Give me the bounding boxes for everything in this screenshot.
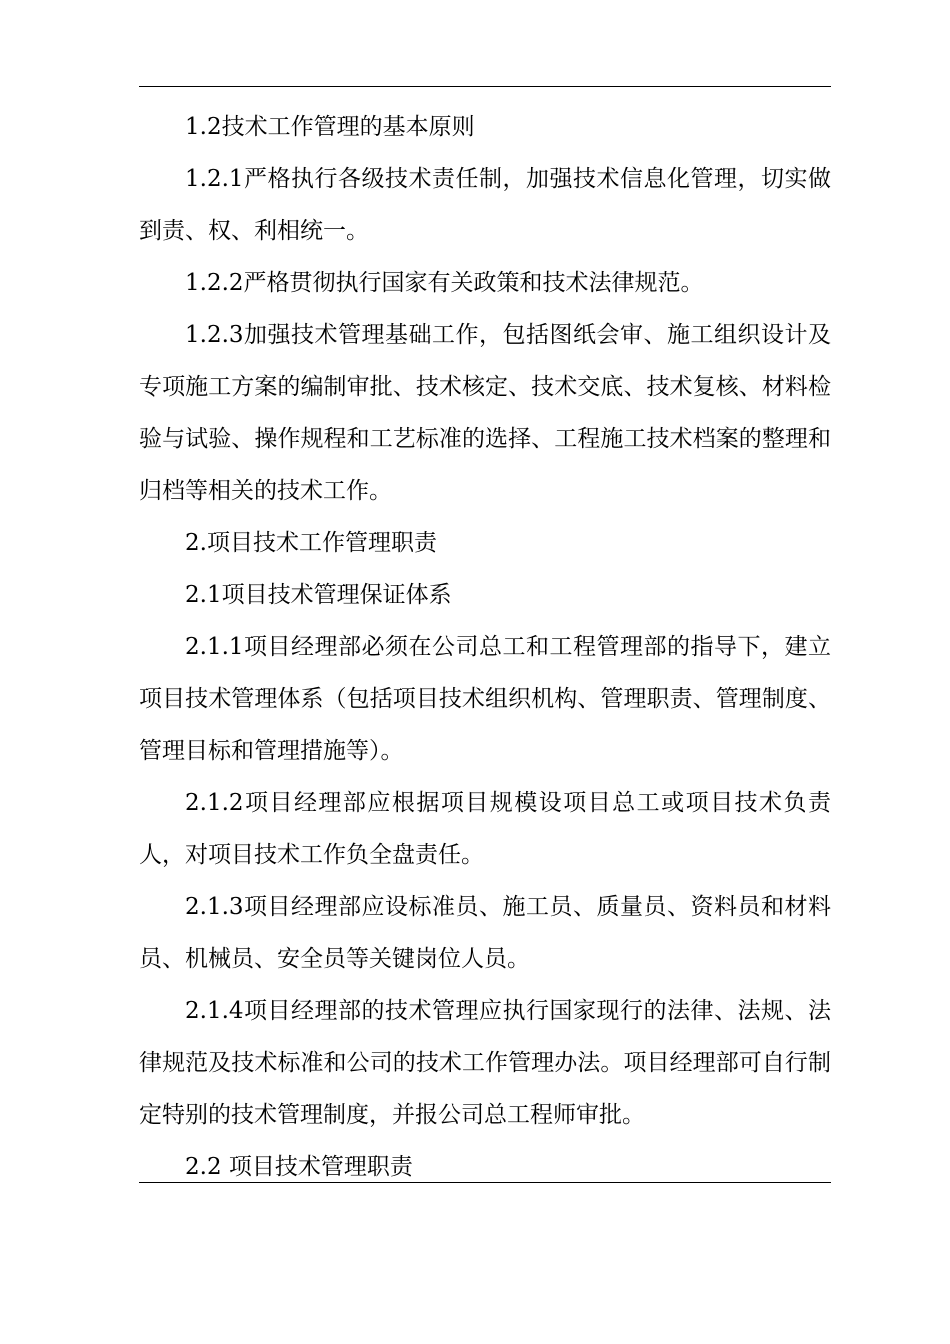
section-heading: 2.项目技术工作管理职责 bbox=[185, 530, 437, 556]
paragraph: 2.1.4项目经理部的技术管理应执行国家现行的法律、法规、法律规范及技术标准和公司的技术工作管理办法。项目经理部可自行制定特别的技术管理制度，并报公司总工程师审批。 bbox=[139, 998, 831, 1128]
section-heading: 2.2 项目技术管理职责 bbox=[185, 1154, 413, 1180]
paragraph: 1.2.2严格贯彻执行国家有关政策和技术法律规范。 bbox=[185, 270, 704, 296]
paragraph: 1.2.1严格执行各级技术责任制，加强技术信息化管理，切实做到责、权、利相统一。 bbox=[139, 166, 831, 244]
document-body bbox=[139, 101, 831, 1193]
header-rule bbox=[139, 86, 831, 87]
paragraph: 2.1.2项目经理部应根据项目规模设项目总工或项目技术负责人，对项目技术工作负全盘责任。 bbox=[139, 790, 831, 868]
footer-rule bbox=[139, 1182, 831, 1183]
paragraph: 1.2.3加强技术管理基础工作，包括图纸会审、施工组织设计及专项施工方案的编制审批、技术核定、技术交底、技术复核、材料检验与试验、操作规程和工艺标准的选择、工程施工技术档案的整理和归档等相关的技术工作。 bbox=[139, 322, 831, 504]
paragraph: 2.1.1项目经理部必须在公司总工和工程管理部的指导下，建立项目技术管理体系（包括项目技术组织机构、管理职责、管理制度、管理目标和管理措施等）。 bbox=[139, 634, 831, 764]
section-heading: 1.2技术工作管理的基本原则 bbox=[185, 114, 475, 140]
paragraph: 2.1.3项目经理部应设标准员、施工员、质量员、资料员和材料员、机械员、安全员等关键岗位人员。 bbox=[139, 894, 831, 972]
section-heading: 2.1项目技术管理保证体系 bbox=[185, 582, 452, 608]
